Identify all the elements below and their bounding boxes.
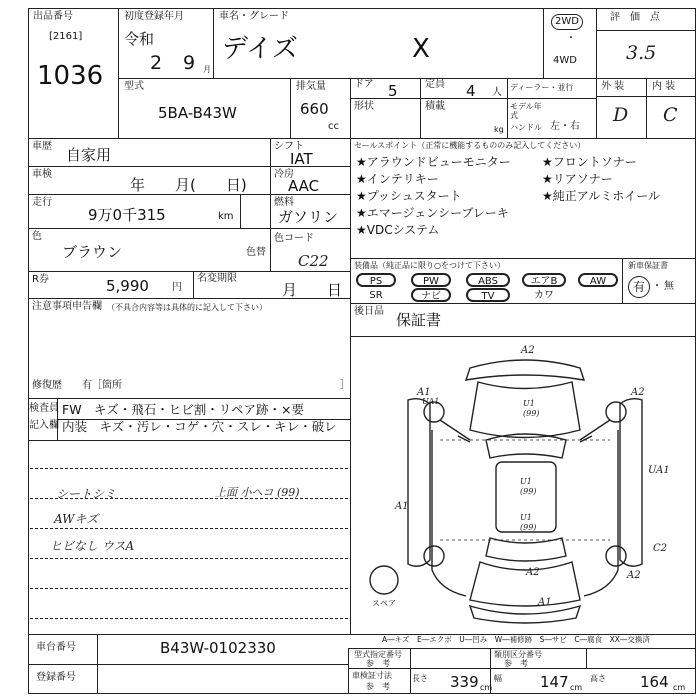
new-car-warranty-label: 新車保証書 [628, 261, 668, 270]
name-change-label: 名変期限 [197, 273, 237, 284]
damage-mark: A2 [627, 570, 641, 581]
color-code: C22 [298, 252, 329, 270]
height-value: 164 [640, 673, 669, 691]
damage-mark: U1 [520, 513, 532, 522]
width-unit: cm [570, 683, 583, 692]
model-label: 型式 [124, 81, 144, 92]
reg-month: 9 [183, 52, 196, 74]
warranty-no: 無 [664, 281, 674, 292]
inspector-label-bottom: 記入欄 [29, 420, 59, 431]
selling-point-item: ★VDCシステム [356, 223, 440, 237]
length-label: 長さ [412, 674, 428, 683]
damage-legend: A―キズ E―エクボ U―凹み W―補修跡 S―サビ C―腐食 XX―交換済 [382, 635, 650, 644]
equipment-navi: ナビ [411, 288, 451, 302]
km-unit: km [218, 211, 234, 222]
handwritten-note: シートシミ [56, 487, 117, 501]
damage-mark: A2 [631, 387, 645, 398]
equipment-label: 装備品（純正品に限り○をつけて下さい） [354, 261, 505, 270]
damage-mark: (99) [520, 487, 537, 496]
month-unit: 月 [203, 65, 211, 74]
damage-mark: U1 [523, 399, 535, 408]
interior-grade: C [663, 104, 678, 126]
load-label: 積載 [425, 101, 445, 112]
handle-label: ハンドル [510, 123, 542, 132]
score: 3.5 [626, 42, 657, 64]
color: ブラウン [62, 243, 123, 261]
height-label: 高さ [590, 674, 606, 683]
capacity-label: 定員 [425, 79, 445, 90]
rear-items-value: 保証書 [396, 311, 442, 329]
interior-label: 内 装 [652, 81, 676, 92]
drive-dot: ・ [566, 33, 576, 44]
equipment-ps: PS [356, 273, 396, 287]
inspector-label-top: 検査員 [29, 403, 59, 414]
damage-mark: UA1 [422, 397, 440, 406]
shift-label: シフト [274, 141, 304, 152]
equipment-airbag: エアB [522, 273, 566, 287]
model-year-label: モデル年式 [510, 102, 542, 120]
lot-code: [2161] [49, 31, 83, 42]
notes-sub-label: （不具合内容等は具体的に記入して下さい） [107, 303, 267, 312]
kg-unit: kg [494, 125, 504, 134]
handle: 左・右 [550, 121, 580, 132]
equipment-abs: ABS [466, 273, 510, 287]
history-label: 車歴 [32, 141, 52, 152]
width-label: 幅 [494, 674, 502, 683]
damage-mark: C2 [653, 543, 668, 554]
class-label: 類別区分番号 [494, 650, 542, 659]
damage-mark: UA1 [648, 465, 670, 476]
name-change: 月 日 [282, 281, 343, 299]
inspection-row-exterior: FW キズ・飛石・ヒビ割・リペア跡・×要 [62, 402, 305, 417]
fuel-label: 燃料 [274, 197, 294, 208]
doors: 5 [388, 82, 398, 100]
damage-mark: A2 [526, 567, 540, 578]
damage-mark: A2 [521, 345, 535, 356]
fuel: ガソリン [278, 208, 339, 226]
first-reg-label: 初度登録年月 [124, 11, 184, 22]
inspection-label: 車検 [32, 169, 52, 180]
lot-number: 1036 [37, 61, 104, 91]
selling-point-item: ★リアソナー [542, 172, 613, 186]
ac-label: 冷房 [274, 169, 294, 180]
equipment-leather: カワ [534, 290, 554, 301]
model: 5BA-B43W [158, 104, 237, 122]
damage-mark: A1 [395, 501, 409, 512]
ref-label-2: 参 考 [504, 659, 528, 668]
inspection-row-interior: 内装 キズ・汚レ・コゲ・穴・スレ・キレ・破レ [62, 419, 337, 434]
repair-close: ］ [340, 380, 350, 391]
displacement-label: 排気量 [296, 81, 326, 92]
chassis-label: 車台番号 [36, 642, 76, 653]
name-grade-label: 車名・グレード [219, 11, 289, 22]
selling-point-item: ★フロントソナー [542, 155, 637, 169]
cc-unit: cc [328, 121, 339, 132]
damage-mark: (99) [523, 409, 540, 418]
capacity: 4 [466, 82, 476, 100]
repair-label: 修復歴 [32, 380, 62, 391]
equipment-pw: PW [411, 273, 451, 287]
equipment-tv: TV [466, 288, 510, 302]
handwritten-note: AWキズ [54, 512, 99, 526]
handwritten-note: ヒビなし ウスA [50, 539, 135, 553]
score-label: 評 価 点 [610, 12, 660, 23]
exterior-grade: D [613, 104, 629, 126]
color-code-label: 色コード [274, 233, 314, 244]
dims-label: 車検証寸法 [352, 671, 392, 680]
yen-unit: 円 [172, 282, 182, 293]
shift: IAT [290, 150, 313, 168]
inspection: 年 月( 日) [130, 176, 247, 194]
equipment-sr: SR [369, 290, 383, 301]
person-unit: 人 [492, 87, 502, 98]
recycle: 5,990 [106, 277, 149, 295]
reg-label: 登録番号 [36, 672, 76, 683]
damage-mark: U1 [520, 477, 532, 486]
drive-2wd: 2WD [551, 14, 583, 30]
repair-value: 有［箇所 [82, 380, 122, 391]
spare-label: スペア [372, 599, 396, 608]
selling-points-label: セールスポイント（正常に機能するもののみ記入してください） [354, 141, 586, 150]
equipment-aw: AW [578, 273, 618, 287]
shape-label: 形状 [354, 101, 374, 112]
warranty-sep: ・ [652, 281, 662, 292]
ref-label: 参 考 [366, 659, 390, 668]
lot-number-label: 出品番号 [33, 11, 73, 22]
ac: AAC [288, 177, 320, 195]
displacement: 660 [300, 100, 329, 118]
history: 自家用 [66, 146, 112, 164]
selling-point-item: ★インテリキー [356, 172, 439, 186]
selling-point-item: ★プッシュスタート [356, 189, 462, 203]
exterior-label: 外 装 [601, 81, 625, 92]
length-value: 339 [450, 673, 479, 691]
mileage: 9万0千315 [88, 206, 166, 224]
damage-mark: A1 [538, 597, 552, 608]
color-label: 色 [32, 231, 42, 242]
notes-label: 注意事項申告欄 [32, 301, 102, 312]
doors-label: ドア [354, 79, 374, 90]
grade: X [412, 34, 430, 64]
height-unit: cm [673, 683, 686, 692]
recycle-label: R券 [32, 274, 49, 285]
length-unit: cm [480, 683, 493, 692]
import-label: ディーラー・並行 [510, 83, 574, 92]
width-value: 147 [540, 673, 569, 691]
handwritten-note: 上面 小ヘコ (99) [215, 486, 300, 499]
selling-point-item: ★アラウンドビューモニター [356, 155, 511, 169]
color-change-label: 色替 [246, 247, 266, 258]
dims-ref-label: 参 考 [366, 682, 390, 691]
era: 令和 [124, 30, 155, 48]
warranty-yes: 有 [628, 276, 650, 298]
damage-mark: (99) [520, 523, 537, 532]
mileage-label: 走行 [32, 197, 52, 208]
selling-point-item: ★純正アルミホイール [542, 189, 661, 203]
drive-4wd: 4WD [553, 55, 577, 66]
model-cert-label: 型式指定番号 [354, 650, 402, 659]
selling-point-item: ★エマージェンシーブレーキ [356, 206, 509, 220]
chassis-number: B43W-0102330 [160, 639, 276, 657]
damage-mark: A1 [417, 387, 431, 398]
car-name: デイズ [222, 34, 298, 64]
reg-year: 2 [150, 52, 163, 74]
rear-items-label: 後日品 [354, 306, 384, 317]
